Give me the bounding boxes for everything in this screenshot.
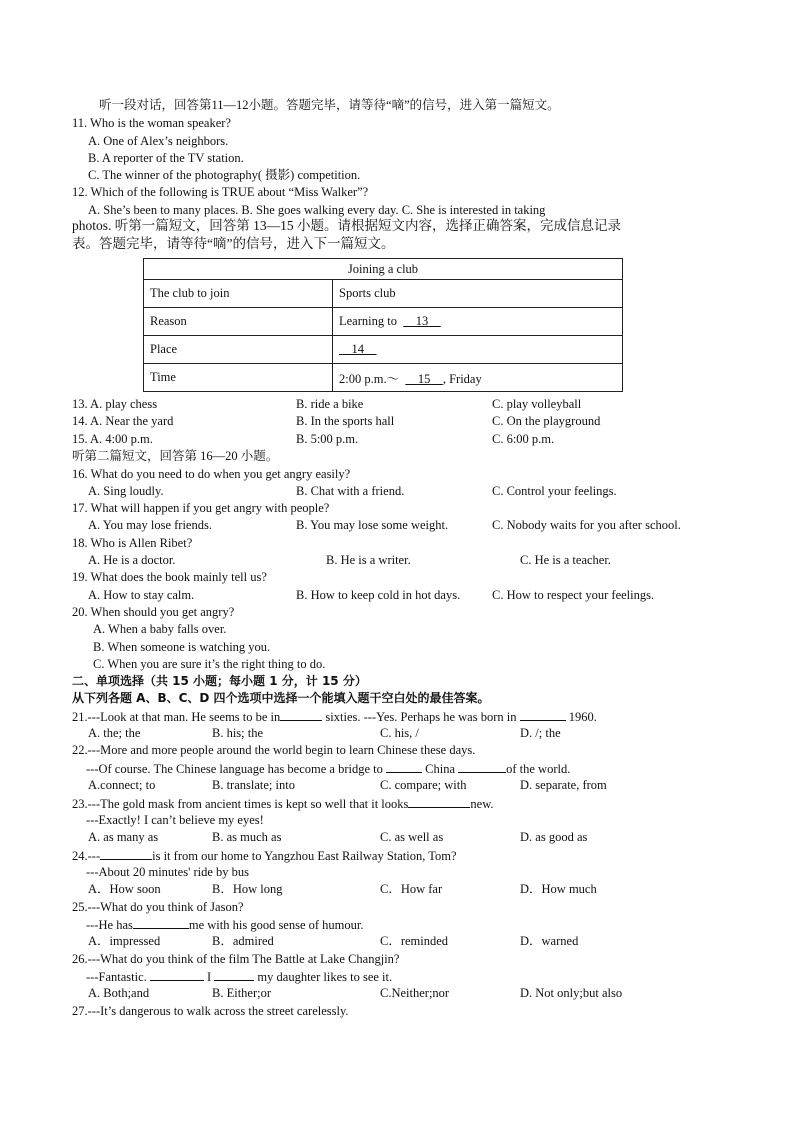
q20-option-b: B. When someone is watching you. — [93, 640, 271, 654]
blank-number: 15 — [417, 371, 431, 386]
q23-stem — [72, 795, 494, 812]
stem-part: is it from our home to Yangzhou East Railway Station, Tom? — [152, 849, 457, 863]
blank-number: 13 — [415, 314, 429, 328]
stem-part: 24.--- — [72, 849, 101, 863]
stem-part: 21.---Look at that man. He seems to be in — [72, 710, 281, 724]
q19-option-b: B. How to keep cold in hot days. — [296, 588, 461, 602]
blank-number: 14 — [351, 342, 364, 356]
q26-option-d: D. Not only;but also — [520, 986, 623, 1000]
q14-option-a: 14. A. Near the yard — [72, 414, 174, 428]
q12-options-line3: 表。答题完毕，请等待“嘀”的信号，进入下一篇短文。 — [72, 236, 395, 251]
q22-option-a: A.connect; to — [88, 778, 156, 792]
table-row-key: Time — [144, 364, 333, 392]
stem-part: China — [425, 762, 455, 776]
q25-option-a: A．impressed — [88, 934, 161, 948]
q26-option-b: B. Either;or — [212, 986, 272, 1000]
q12-options-line2: photos. 听第一篇短文，回答第 13—15 小题。请根据短文内容，选择正确答案，完成信息记录 — [72, 218, 622, 233]
answer-blank[interactable] — [100, 847, 152, 860]
q20-option-a: A. When a baby falls over. — [93, 622, 227, 636]
answer-blank[interactable] — [458, 760, 506, 773]
answer-blank[interactable] — [408, 795, 470, 808]
q24-option-a: A．How soon — [88, 882, 161, 896]
table-row-value: Sports club — [333, 280, 623, 308]
q16-option-b: B. Chat with a friend. — [296, 484, 405, 498]
table-row-text: 2:00 p.m.～ — [339, 371, 400, 386]
q27-stem: 27.---It’s dangerous to walk across the street carelessly. — [72, 1004, 349, 1018]
q23-option-d: D. as good as — [520, 830, 588, 844]
q19-option-c: C. How to respect your feelings. — [492, 588, 655, 602]
q12-stem: 12. Which of the following is TRUE about “Miss Walker”? — [72, 185, 369, 199]
answer-blank[interactable] — [520, 708, 566, 721]
q11-option-a: A. One of Alex’s neighbors. — [88, 134, 229, 148]
q22-option-d: D. separate, from — [520, 778, 607, 792]
q24-option-d: D．How much — [520, 882, 597, 896]
q19-stem: 19. What does the book mainly tell us? — [72, 570, 267, 584]
table-row-suffix: , Friday — [442, 371, 482, 386]
q25-reply — [86, 916, 364, 933]
q17-stem: 17. What will happen if you get angry with people? — [72, 501, 330, 515]
table-row-value — [333, 308, 623, 336]
q23-option-b: B. as much as — [212, 830, 282, 844]
answer-blank[interactable] — [133, 916, 189, 929]
q17-option-a: A. You may lose friends. — [88, 518, 212, 532]
q25-option-c: C．reminded — [380, 934, 449, 948]
q24-stem — [72, 847, 457, 864]
q18-stem: 18. Who is Allen Ribet? — [72, 536, 193, 550]
q11-option-c: C. The winner of the photography( 摄影) competition. — [88, 168, 361, 182]
q25-option-b: B．admired — [212, 934, 274, 948]
q11-stem: 11. Who is the woman speaker? — [72, 116, 231, 130]
q18-option-c: C. He is a teacher. — [520, 553, 611, 567]
q21-option-d: D. /; the — [520, 726, 561, 740]
stem-part: me with his good sense of humour. — [188, 918, 364, 932]
q20-stem: 20. When should you get angry? — [72, 605, 235, 619]
answer-blank[interactable] — [214, 968, 254, 981]
stem-part: ---Fantastic. — [86, 970, 147, 984]
stem-part: 1960. — [568, 710, 597, 724]
q24-option-b: B．How long — [212, 882, 283, 896]
q26-option-c: C.Neither;nor — [380, 986, 450, 1000]
stem-part: I — [207, 970, 212, 984]
table-row-key: Reason — [144, 308, 333, 336]
q21-option-a: A. the; the — [88, 726, 141, 740]
q22-option-b: B. translate; into — [212, 778, 295, 792]
answer-blank-13[interactable] — [403, 314, 441, 328]
stem-part: of the world. — [506, 762, 571, 776]
q18-option-a: A. He is a doctor. — [88, 553, 176, 567]
q11-option-b: B. A reporter of the TV station. — [88, 151, 244, 165]
info-record-table — [143, 258, 623, 392]
answer-blank[interactable] — [386, 760, 422, 773]
q25-stem: 25.---What do you think of Jason? — [72, 900, 244, 914]
q19-option-a: A. How to stay calm. — [88, 588, 195, 602]
stem-part: new. — [470, 797, 494, 811]
q26-stem: 26.---What do you think of the film The Battle at Lake Changjin? — [72, 952, 400, 966]
q13-option-a: 13. A. play chess — [72, 397, 158, 411]
listening-intro-1: 听一段对话，回答第11—12小题。答题完毕，请等待“嘀”的信号，进入第一篇短文。 — [99, 98, 560, 112]
q23-option-a: A. as many as — [88, 830, 159, 844]
answer-blank[interactable] — [280, 708, 322, 721]
q14-option-c: C. On the playground — [492, 414, 601, 428]
q26-option-a: A. Both;and — [88, 986, 150, 1000]
q22-option-c: C. compare; with — [380, 778, 467, 792]
q23-option-c: C. as well as — [380, 830, 444, 844]
q24-reply: ---About 20 minutes' ride by bus — [86, 865, 249, 879]
stem-part: ---Of course. The Chinese language has become a bridge to — [86, 762, 383, 776]
table-caption: Joining a club — [144, 259, 623, 280]
q24-option-c: C．How far — [380, 882, 443, 896]
q25-option-d: D．warned — [520, 934, 579, 948]
q21-option-c: C. his, / — [380, 726, 419, 740]
section2-instruction: 从下列各题 A、B、C、D 四个选项中选择一个能填入题干空白处的最佳答案。 — [72, 691, 490, 705]
stem-part: my daughter likes to see it. — [257, 970, 393, 984]
answer-blank[interactable] — [150, 968, 204, 981]
q20-option-c: C. When you are sure it’s the right thing to do. — [93, 657, 326, 671]
q13-option-c: C. play volleyball — [492, 397, 582, 411]
q22-stem: 22.---More and more people around the world begin to learn Chinese these days. — [72, 743, 476, 757]
q23-reply: ---Exactly! I can’t believe my eyes! — [86, 813, 264, 827]
table-row-value — [333, 364, 623, 392]
stem-part: sixties. ---Yes. Perhaps he was born in — [325, 710, 517, 724]
table-row-key: Place — [144, 336, 333, 364]
q22-reply — [86, 760, 570, 777]
q15-option-a: 15. A. 4:00 p.m. — [72, 432, 153, 446]
q15-option-b: B. 5:00 p.m. — [296, 432, 359, 446]
q16-option-a: A. Sing loudly. — [88, 484, 164, 498]
q13-option-b: B. ride a bike — [296, 397, 364, 411]
q21-stem — [72, 708, 597, 725]
q12-options-line1: A. She’s been to many places. B. She goes walking every day. C. She is interested in taking — [88, 203, 546, 217]
q17-option-b: B. You may lose some weight. — [296, 518, 449, 532]
stem-part: ---He has — [86, 918, 133, 932]
answer-blank-14[interactable] — [339, 342, 377, 356]
q17-option-c: C. Nobody waits for you after school. — [492, 518, 681, 532]
section2-title: 二、单项选择（共 15 小题；每小题 1 分，计 15 分） — [72, 674, 367, 688]
table-row-value — [333, 336, 623, 364]
q26-reply — [86, 968, 392, 985]
q21-option-b: B. his; the — [212, 726, 264, 740]
answer-blank-15[interactable] — [405, 372, 443, 386]
q14-option-b: B. In the sports hall — [296, 414, 395, 428]
q16-option-c: C. Control your feelings. — [492, 484, 617, 498]
q15-option-c: C. 6:00 p.m. — [492, 432, 555, 446]
table-row-key: The club to join — [144, 280, 333, 308]
table-row-text: Learning to — [339, 314, 397, 328]
q18-option-b: B. He is a writer. — [326, 553, 411, 567]
listening-intro-2: 听第二篇短文，回答第 16—20 小题。 — [72, 449, 279, 463]
q16-stem: 16. What do you need to do when you get angry easily? — [72, 467, 351, 481]
stem-part: 23.---The gold mask from ancient times is kept so well that it looks — [72, 797, 409, 811]
